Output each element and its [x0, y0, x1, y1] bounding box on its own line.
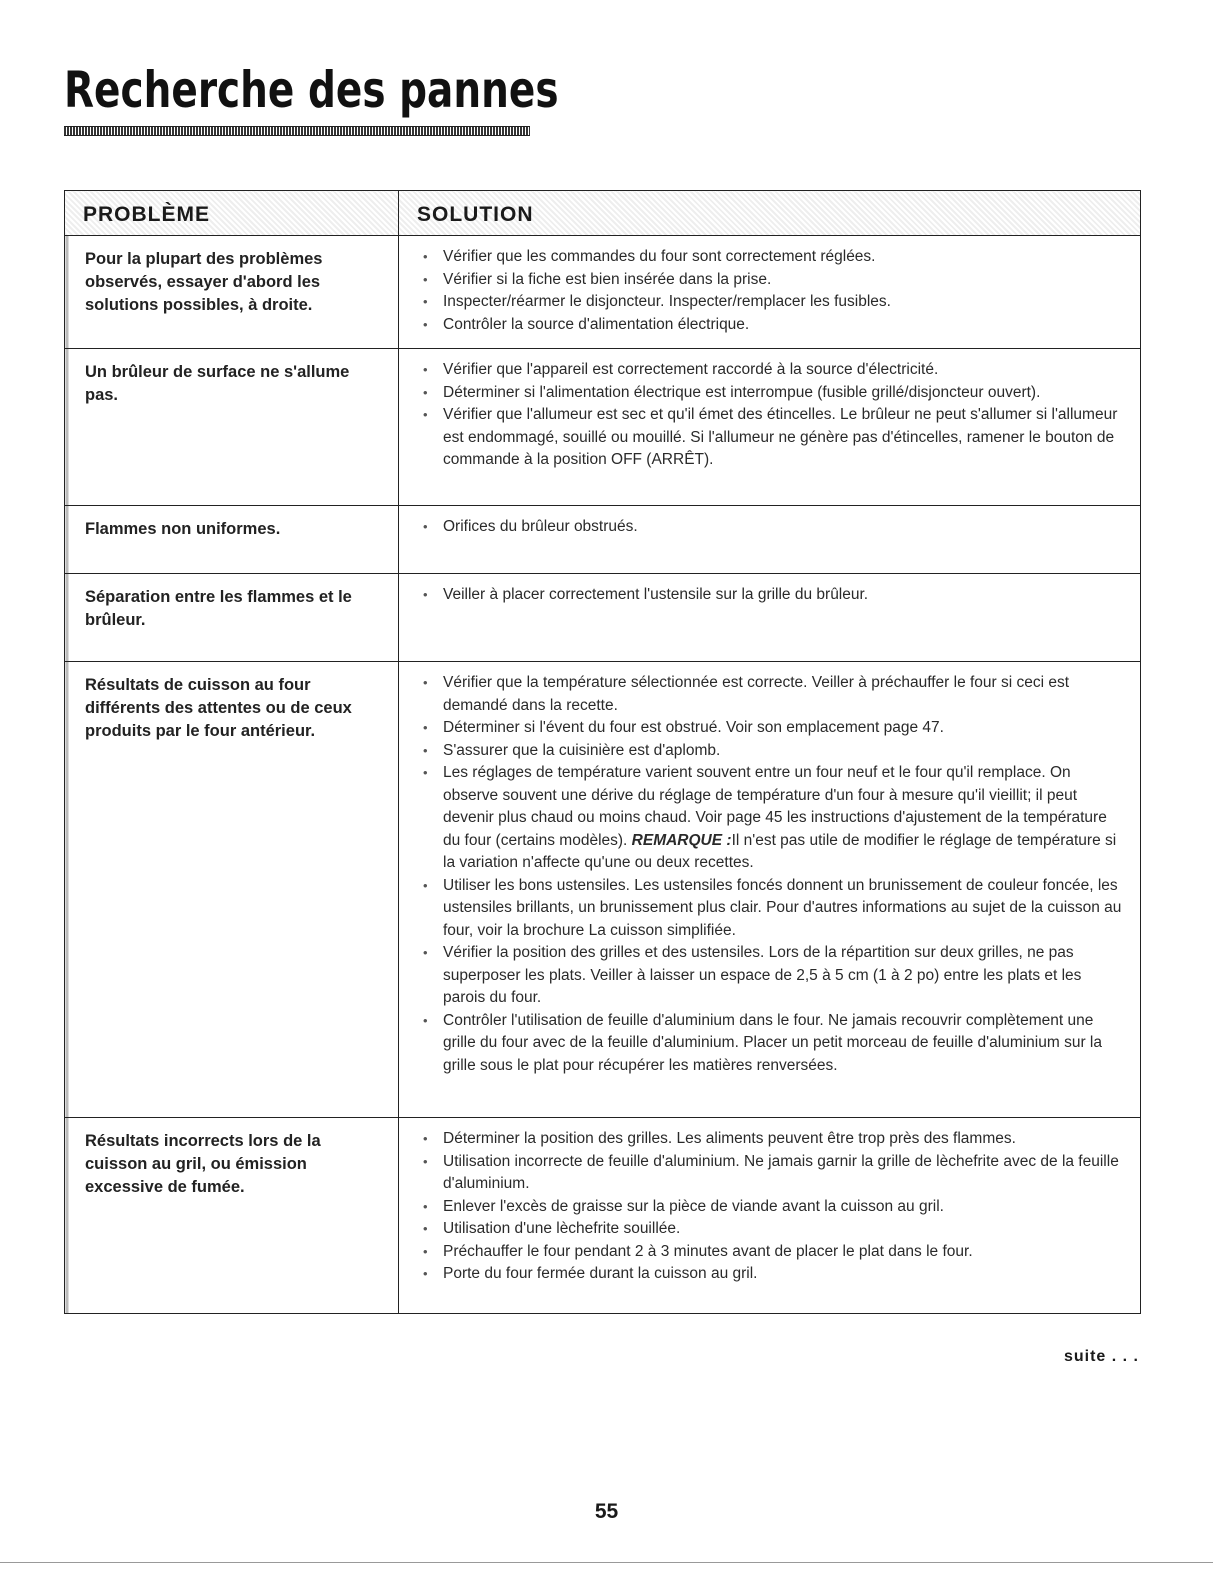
- solution-item-with-note: [421, 762, 1126, 875]
- note-label: REMARQUE :: [631, 831, 732, 849]
- solution-text: Les réglages de température varient souvent entre un four neuf et le four qu'il remplace. On observe souvent une dérive du réglage de température d'un four à mesure qu'il vieillit; il peut devenir plus chaud ou moins chaud. Voir page 45 les instructions d'ajustement de la température du four (certains modèles).: [443, 764, 1107, 849]
- solution-list: [421, 246, 1126, 336]
- solution-item: • Veiller à placer correctement l'ustensile sur la grille du brûleur.: [421, 584, 1126, 607]
- solution-item: • Vérifier que l'allumeur est sec et qu'il émet des étincelles. Le brûleur ne peut s'allumer si l'allumeur est endommagé, souillé ou mouillé. Si l'allumeur ne génère pas d'étincelles, ramener le bouton de commande à la position OFF (ARRÊT).: [421, 404, 1126, 472]
- solution-cell: [399, 349, 1141, 506]
- solution-list: [421, 359, 1126, 472]
- problem-text: Pour la plupart des problèmes observés, essayer d'abord les solutions possibles, à droite.: [85, 250, 323, 314]
- problem-text: Séparation entre les flammes et le brûleur.: [85, 588, 352, 629]
- solution-item: • Déterminer si l'alimentation électrique est interrompue (fusible grillé/disjoncteur ouvert).: [421, 382, 1126, 405]
- page-number: 55: [594, 1500, 619, 1523]
- solution-item: • Vérifier que les commandes du four sont correctement réglées.: [421, 246, 1126, 269]
- solution-item: • Orifices du brûleur obstrués.: [421, 516, 1126, 539]
- solution-item: • Inspecter/réarmer le disjoncteur. Inspecter/remplacer les fusibles.: [421, 291, 1126, 314]
- table-row: [65, 662, 1141, 1118]
- solution-item: • Porte du four fermée durant la cuisson au gril.: [421, 1263, 1126, 1286]
- table-row: [65, 236, 1141, 349]
- solution-list: [421, 516, 1126, 539]
- solution-list: [421, 672, 1126, 1077]
- solution-cell: [399, 662, 1141, 1118]
- solution-item: • Utiliser les bons ustensiles. Les ustensiles foncés donnent un brunissement de couleur foncée, les ustensiles brillants, un brunissement plus clair. Pour d'autres informations au sujet de la cuisson au four, voir la brochure La cuisson simplifiée.: [421, 875, 1126, 943]
- solution-item: • Contrôler l'utilisation de feuille d'aluminium dans le four. Ne jamais recouvrir complètement une grille du four avec de la feuille d'aluminium. Placer un petit morceau de feuille d'aluminium sur la grille sous le plat pour récupérer les matières renversées.: [421, 1010, 1126, 1078]
- solution-item: • Déterminer si l'évent du four est obstrué. Voir son emplacement page 47.: [421, 717, 1126, 740]
- problem-cell: [65, 574, 399, 662]
- problem-text: Flammes non uniformes.: [85, 520, 281, 538]
- problem-text: Résultats de cuisson au four différents des attentes ou de ceux produits par le four antérieur.: [85, 676, 352, 740]
- solution-item: • Vérifier que la température sélectionnée est correcte. Veiller à préchauffer le four si ceci est demandé dans la recette.: [421, 672, 1126, 717]
- problem-cell: [65, 506, 399, 574]
- troubleshooting-table: [64, 190, 1141, 1314]
- problem-cell: [65, 236, 399, 349]
- solution-item: • Déterminer la position des grilles. Les aliments peuvent être trop près des flammes.: [421, 1128, 1126, 1151]
- title-underline: [64, 126, 530, 136]
- solution-cell: [399, 1118, 1141, 1314]
- table-row: [65, 1118, 1141, 1314]
- problem-cell: [65, 662, 399, 1118]
- problem-text: Résultats incorrects lors de la cuisson au gril, ou émission excessive de fumée.: [85, 1132, 321, 1196]
- table-row: [65, 349, 1141, 506]
- solution-cell: [399, 236, 1141, 349]
- note-text: Il n'est pas utile de modifier le réglage de température si la variation n'affecte qu'une ou deux recettes.: [443, 831, 1117, 871]
- header-problem: PROBLÈME: [65, 191, 399, 236]
- problem-cell: [65, 1118, 399, 1314]
- solution-cell: [399, 506, 1141, 574]
- table-row: [65, 574, 1141, 662]
- solution-list: [421, 1128, 1126, 1286]
- solution-list: [421, 584, 1126, 607]
- solution-item: • S'assurer que la cuisinière est d'aplomb.: [421, 740, 1126, 763]
- solution-item: • Vérifier que l'appareil est correctement raccordé à la source d'électricité.: [421, 359, 1126, 382]
- solution-item: • Utilisation d'une lèchefrite souillée.: [421, 1218, 1126, 1241]
- page-title: Recherche des pannes: [64, 61, 559, 119]
- bottom-rule: [0, 1562, 1213, 1563]
- problem-cell: [65, 349, 399, 506]
- solution-item: • Contrôler la source d'alimentation électrique.: [421, 314, 1126, 337]
- solution-item: • Préchauffer le four pendant 2 à 3 minutes avant de placer le plat dans le four.: [421, 1241, 1126, 1264]
- header-solution: SOLUTION: [399, 191, 1141, 236]
- table-row: [65, 506, 1141, 574]
- solution-cell: [399, 574, 1141, 662]
- solution-item: • Enlever l'excès de graisse sur la pièce de viande avant la cuisson au gril.: [421, 1196, 1126, 1219]
- continued-label: suite . . .: [1063, 1348, 1139, 1365]
- solution-item: • Vérifier la position des grilles et des ustensiles. Lors de la répartition sur deux grilles, ne pas superposer les plats. Veiller à laisser un espace de 2,5 à 5 cm (1 à 2 po) entre les plats et les parois du four.: [421, 942, 1126, 1010]
- solution-item: • Utilisation incorrecte de feuille d'aluminium. Ne jamais garnir la grille de lèchefrite avec de la feuille d'aluminium.: [421, 1151, 1126, 1196]
- solution-item: • Vérifier si la fiche est bien insérée dans la prise.: [421, 269, 1126, 292]
- table-header-row: [65, 191, 1141, 236]
- problem-text: Un brûleur de surface ne s'allume pas.: [85, 363, 350, 404]
